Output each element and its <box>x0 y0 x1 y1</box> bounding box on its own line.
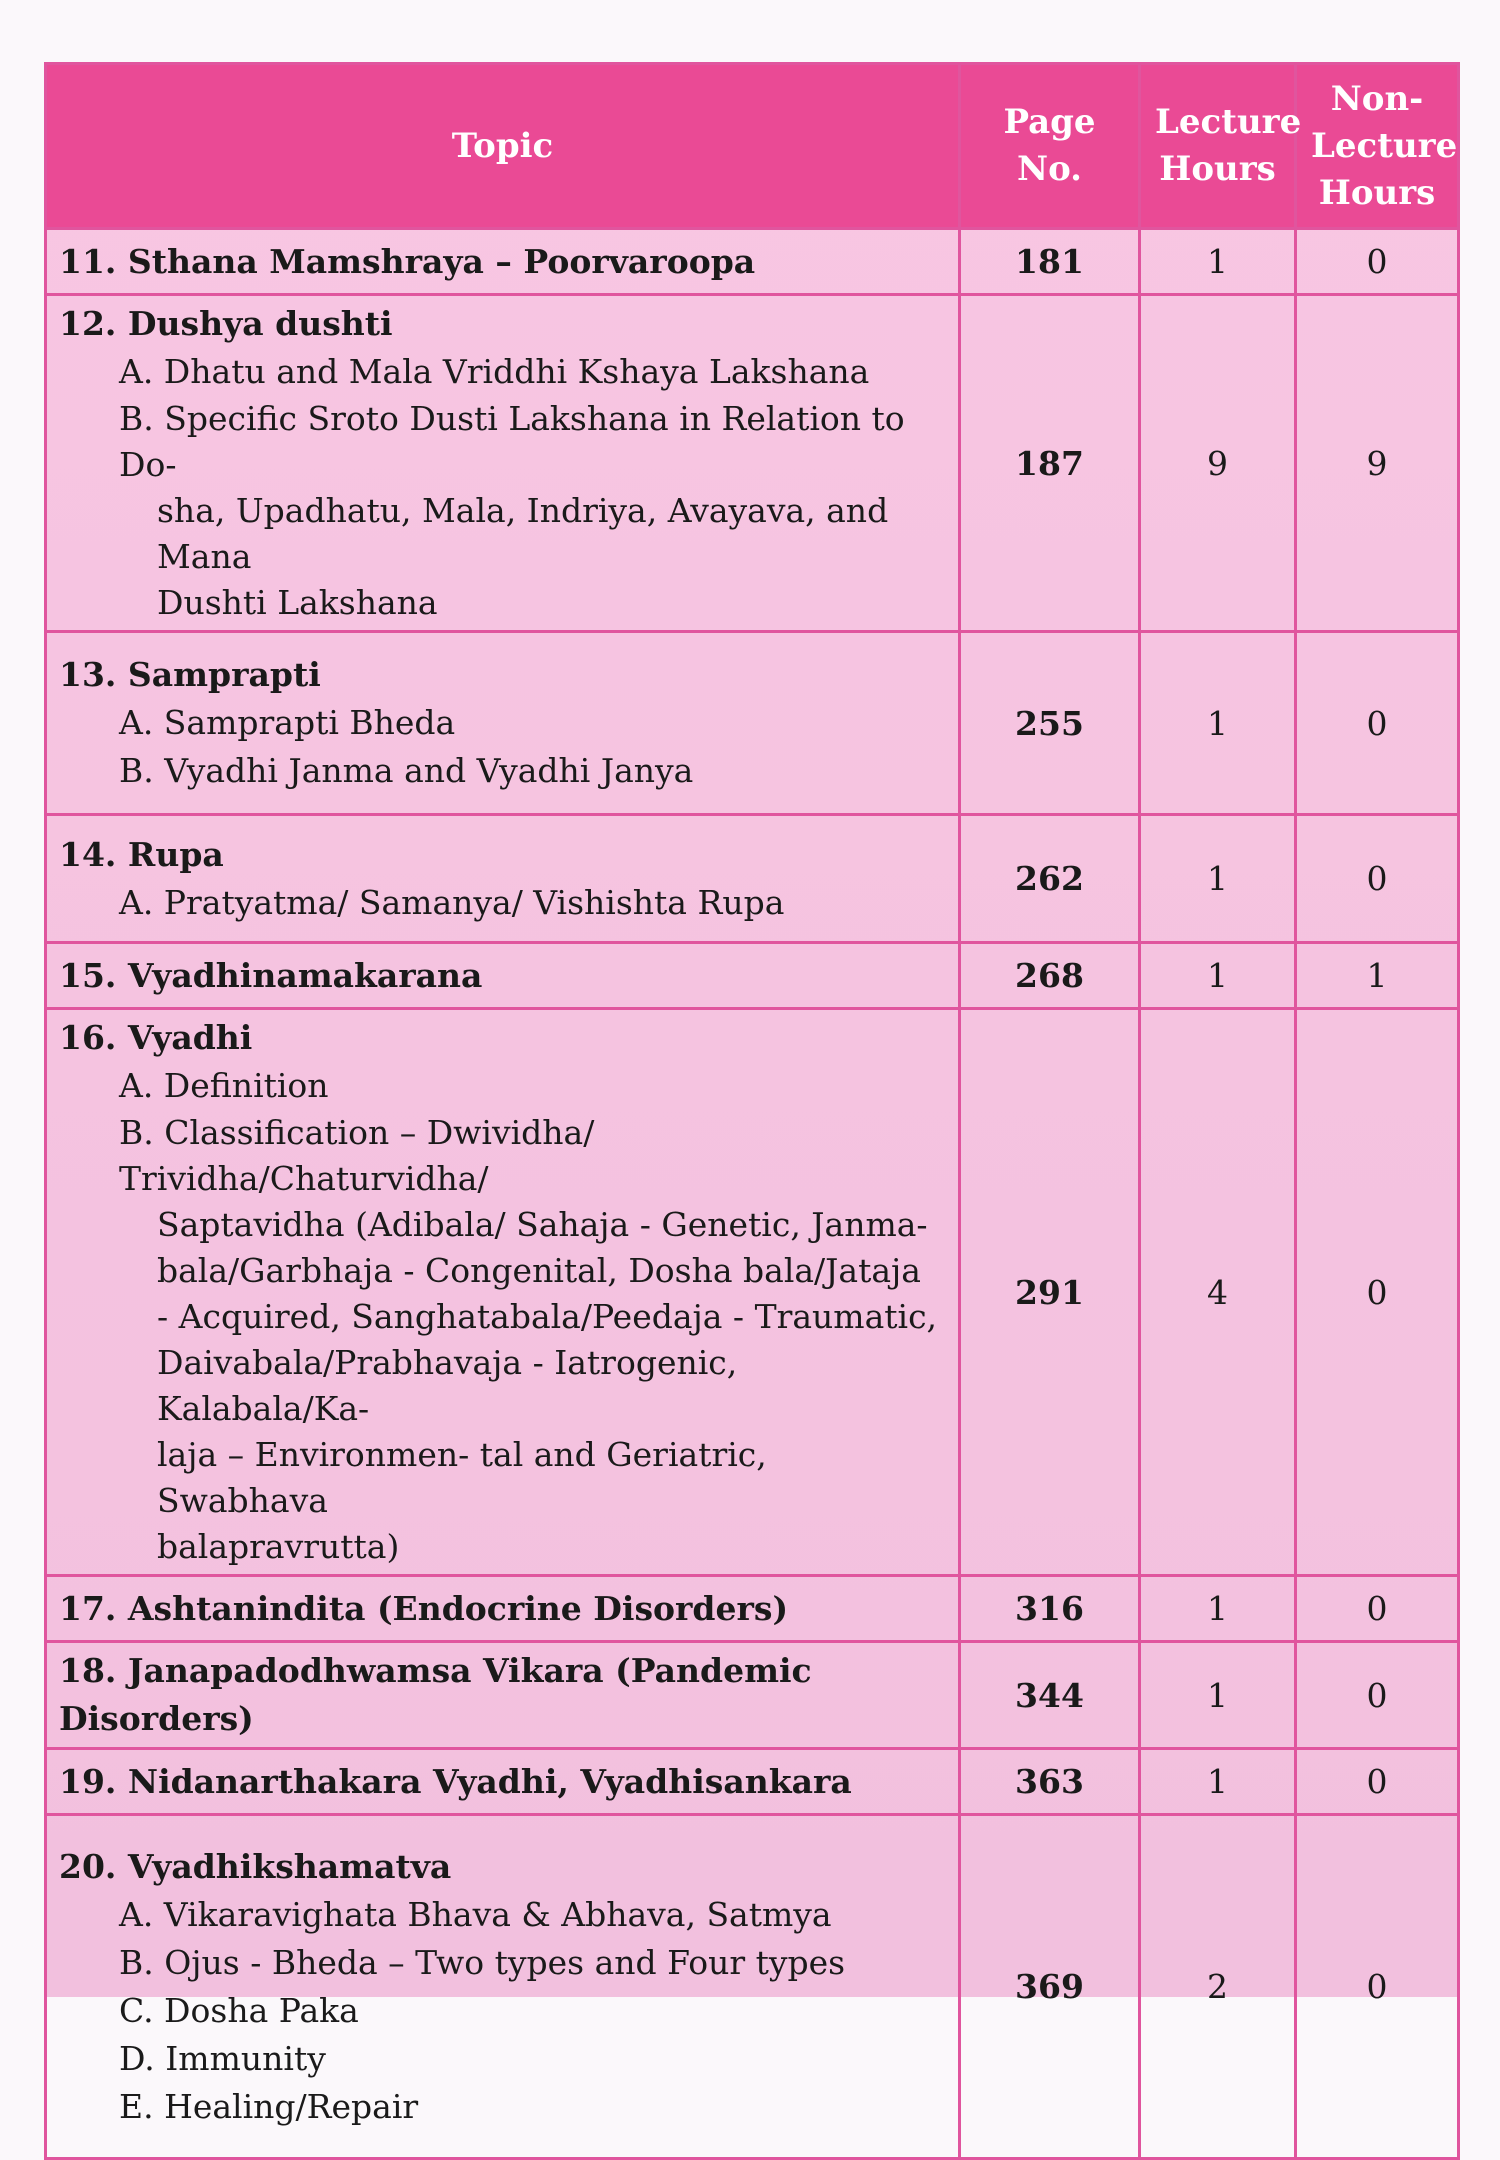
non-lecture-hours-cell: 0 <box>1296 1749 1459 1815</box>
syllabus-table <box>44 62 1460 2160</box>
subtopic <box>59 396 948 626</box>
subtopic <box>59 1110 948 1570</box>
topic-title: 11. Sthana Mamshraya – Poorvaroopa <box>59 241 756 281</box>
lecture-hours-cell: 2 <box>1140 1815 1296 2159</box>
subtopic-line: Saptavidha (Adibala/ Sahaja - Genetic, Janma- <box>157 1205 928 1244</box>
page-no-cell: 291 <box>960 1009 1140 1576</box>
subtopic: A. Pratyatma/ Samanya/ Vishishta Rupa <box>119 882 785 922</box>
non-lecture-hours-cell: 0 <box>1296 632 1459 815</box>
header-lecture-hours: Lecture Hours <box>1140 64 1296 229</box>
table-row <box>46 229 1459 295</box>
subtopic: A. Vikaravighata Bhava & Abhava, Satmya <box>119 1894 832 1934</box>
topic-title: 14. Rupa <box>59 834 224 874</box>
lecture-hours-cell: 1 <box>1140 632 1296 815</box>
page-no-cell: 262 <box>960 815 1140 943</box>
topic-title: 12. Dushya dushti <box>59 304 393 343</box>
subtopic: A. Samprapti Bheda <box>119 703 456 742</box>
subtopic-line: bala/Garbhaja - Congenital, Dosha bala/Jataja <box>157 1251 921 1290</box>
topic-cell <box>46 632 960 815</box>
topic-cell <box>46 1576 960 1642</box>
subtopic-line: B. Specific Sroto Dusti Lakshana in Relation to Do- <box>119 399 905 484</box>
page-no-cell: 187 <box>960 295 1140 632</box>
table-row <box>46 632 1459 815</box>
syllabus-page <box>44 62 1458 2126</box>
topic-title: 16. Vyadhi <box>59 1018 253 1057</box>
subtopic: B. Vyadhi Janma and Vyadhi Janya <box>119 751 694 790</box>
non-lecture-hours-cell: 0 <box>1296 1815 1459 2159</box>
topic-cell <box>46 943 960 1009</box>
topic-title: 19. Nidanarthakara Vyadhi, Vyadhisankara <box>59 1761 852 1801</box>
subtopic: C. Dosha Paka <box>119 1990 359 2030</box>
page-no-cell: 255 <box>960 632 1140 815</box>
table-row <box>46 1815 1459 2159</box>
topic-cell <box>46 1749 960 1815</box>
topic-title: 15. Vyadhinamakarana <box>59 955 483 995</box>
lecture-hours-cell: 1 <box>1140 1642 1296 1749</box>
topic-title: 20. Vyadhikshamatva <box>59 1846 452 1886</box>
non-lecture-hours-cell: 0 <box>1296 229 1459 295</box>
topic-cell <box>46 1815 960 2159</box>
subtopic-line: balapravrutta) <box>157 1527 400 1566</box>
table-row <box>46 943 1459 1009</box>
table-row <box>46 295 1459 632</box>
lecture-hours-cell: 1 <box>1140 1576 1296 1642</box>
subtopic: B. Ojus - Bheda – Two types and Four types <box>119 1942 846 1982</box>
non-lecture-hours-cell: 0 <box>1296 1642 1459 1749</box>
non-lecture-hours-cell: 1 <box>1296 943 1459 1009</box>
topic-title: 18. Janapadodhwamsa Vikara (Pandemic Disorders) <box>59 1651 812 1738</box>
subtopic: D. Immunity <box>119 2038 326 2078</box>
table-row <box>46 1749 1459 1815</box>
topic-title: 17. Ashtanindita (Endocrine Disorders) <box>59 1588 789 1628</box>
page-no-cell: 369 <box>960 1815 1140 2159</box>
page-no-cell: 268 <box>960 943 1140 1009</box>
non-lecture-hours-cell: 0 <box>1296 815 1459 943</box>
subtopic-line: laja – Environmen- tal and Geriatric, Swabhava <box>157 1435 767 1520</box>
non-lecture-hours-cell: 0 <box>1296 1576 1459 1642</box>
header-non-lecture-hours: Non-Lecture Hours <box>1296 64 1459 229</box>
non-lecture-hours-cell: 9 <box>1296 295 1459 632</box>
page-no-cell: 181 <box>960 229 1140 295</box>
subtopic: E. Healing/Repair <box>119 2086 419 2126</box>
lecture-hours-cell: 1 <box>1140 815 1296 943</box>
table-header-row <box>46 64 1459 229</box>
non-lecture-hours-cell: 0 <box>1296 1009 1459 1576</box>
subtopic-line: sha, Upadhatu, Mala, Indriya, Avayava, and Mana <box>157 491 889 576</box>
lecture-hours-cell: 9 <box>1140 295 1296 632</box>
subtopic: A. Dhatu and Mala Vriddhi Kshaya Lakshana <box>119 352 870 391</box>
topic-cell <box>46 1642 960 1749</box>
table-row <box>46 815 1459 943</box>
subtopic-line: B. Classification – Dwividha/ Trividha/Chaturvidha/ <box>119 1113 595 1198</box>
subtopic-line: - Acquired, Sanghatabala/Peedaja - Traumatic, <box>157 1297 938 1336</box>
page-no-cell: 363 <box>960 1749 1140 1815</box>
lecture-hours-cell: 1 <box>1140 229 1296 295</box>
topic-cell <box>46 815 960 943</box>
subtopic-line: Daivabala/Prabhavaja - Iatrogenic, Kalabala/Ka- <box>157 1343 738 1428</box>
page-no-cell: 344 <box>960 1642 1140 1749</box>
header-topic: Topic <box>46 64 960 229</box>
subtopic: A. Definition <box>119 1066 329 1105</box>
table-row <box>46 1642 1459 1749</box>
topic-cell <box>46 295 960 632</box>
lecture-hours-cell: 1 <box>1140 1749 1296 1815</box>
header-page-no: Page No. <box>960 64 1140 229</box>
page-no-cell: 316 <box>960 1576 1140 1642</box>
topic-title: 13. Samprapti <box>59 655 321 694</box>
subtopic-line: Dushti Lakshana <box>157 583 438 622</box>
topic-cell <box>46 229 960 295</box>
table-row <box>46 1009 1459 1576</box>
lecture-hours-cell: 1 <box>1140 943 1296 1009</box>
topic-cell <box>46 1009 960 1576</box>
lecture-hours-cell: 4 <box>1140 1009 1296 1576</box>
table-row <box>46 1576 1459 1642</box>
